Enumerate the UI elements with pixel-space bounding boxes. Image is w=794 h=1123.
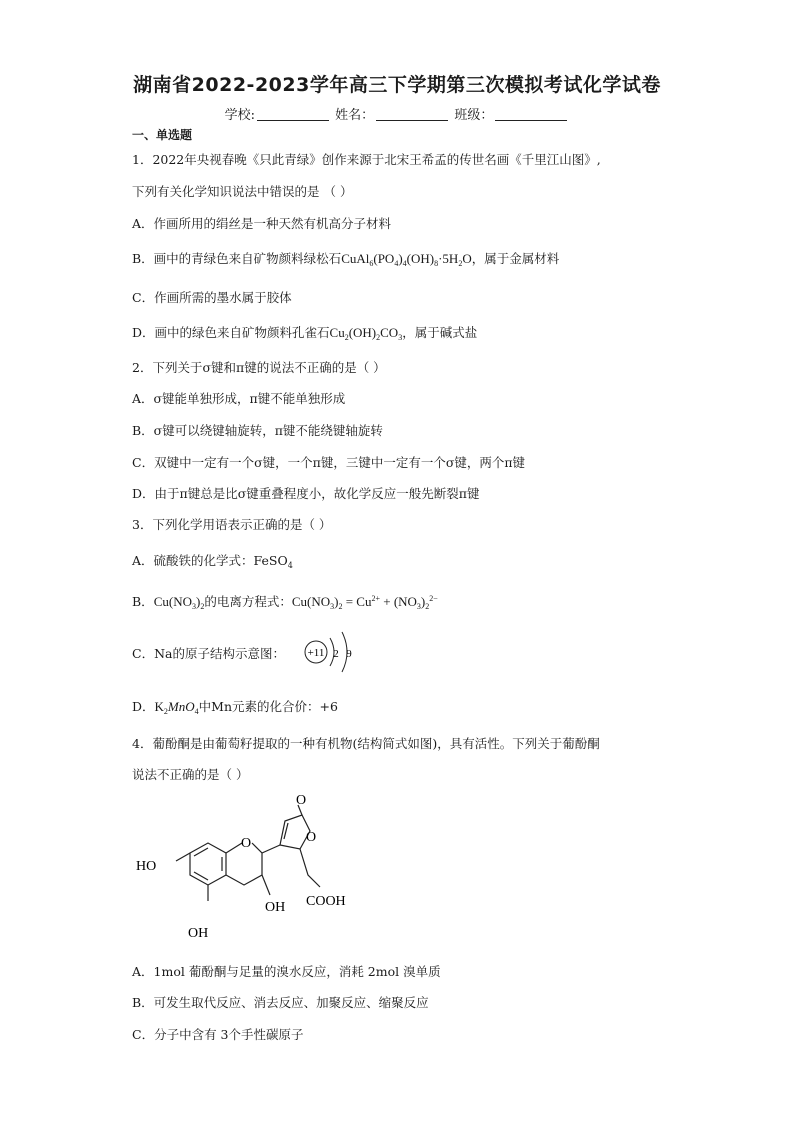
q3-option-d-label: D． [132,699,155,714]
q2-stem: 2．下列关于σ键和π键的说法不正确的是（ ） [132,360,386,375]
na-shell1-electrons: 2 [333,648,339,660]
na-shell2-electrons: 9 [346,648,352,660]
school-blank[interactable] [257,108,329,121]
pyran-o-label: O [241,836,252,851]
q3-option-d [132,697,338,716]
exam-title: 湖南省2022-2023学年高三下学期第三次模拟考试化学试卷 [133,74,661,96]
q1-option-b-text: B．画中的青绿色来自矿物颜料绿松石 [132,251,342,266]
q1-option-a: A．作画所用的绢丝是一种天然有机高分子材料 [132,216,392,231]
ho-left-label: HO [136,859,157,874]
name-blank[interactable] [376,108,448,121]
q2-option-d: D．由于π键总是比σ键重叠程度小，故化学反应一般先断裂π键 [132,486,480,501]
q3-option-c [132,644,285,662]
q1-option-c: C．作画所需的墨水属于胶体 [132,290,292,305]
q1-option-b-formula: $CuAl_6(PO_4)_4(OH)_8\cdot 5H_2O$ [341,251,472,268]
q4-stem-line2: 说法不正确的是（ ） [132,767,249,782]
q1-stem-line2: 下列有关化学知识说法中错误的是 （ ） [132,184,353,199]
q1-option-d-formula: $Cu_2(OH)_2CO_3$ [329,325,403,342]
q2-option-b: B．σ键可以绕键轴旋转，π键不能绕键轴旋转 [132,423,383,438]
q4-option-b: B．可发生取代反应、消去反应、加聚反应、缩聚反应 [132,995,429,1010]
q3-option-d-text: 中Mn元素的化合价：+6 [198,699,338,714]
section-heading: 一、单选题 [132,128,193,142]
class-label: 班级： [454,108,494,123]
q3-option-a-text: A．硫酸铁的化学式：FeSO [132,553,288,568]
q3-option-b-text: 的电离方程式： [204,594,292,609]
q3-stem: 3．下列化学用语表示正确的是（ ） [132,517,332,532]
q1-option-b-tail: ，属于金属材料 [471,251,560,266]
q3-option-d-formula: $K_2MnO_4$ [154,699,199,716]
q1-option-b [132,249,559,268]
q3-option-b-label: B． [132,594,154,609]
q3-option-b [132,592,438,611]
cooh-label: COOH [306,894,346,909]
q3-option-a: A．硫酸铁的化学式：FeSO$_4$ [132,553,293,570]
q2-option-a: A．σ键能单独形成，π键不能单独形成 [132,391,346,406]
na-atom-structure-diagram [300,628,360,674]
q3-option-b-equation: $Cu(NO_3)_2 = Cu^{2+} + (NO_3)_2^{2-}$ [291,594,438,611]
name-label: 姓名： [335,108,375,123]
grape-phenolone-structure [130,795,390,950]
furanone-o-label: O [306,830,317,845]
q1-option-d-tail: ，属于碱式盐 [402,325,478,340]
q1-stem-line1: 1．2022年央视春晚《只此青绿》创作来源于北宋王希孟的传世名画《千里江山图》, [132,152,601,167]
school-label: 学校: [224,108,256,123]
q1-option-d [132,323,477,342]
q4-option-a: A．1mol 葡酚酮与足量的溴水反应，消耗 2mol 溴单质 [132,964,441,979]
class-blank[interactable] [495,108,567,121]
q1-option-d-text: D．画中的绿色来自矿物颜料孔雀石 [132,325,330,340]
na-nucleus-label: +11 [307,647,325,659]
q4-option-c: C．分子中含有 3个手性碳原子 [132,1027,304,1042]
oh-bottom-label: OH [188,926,209,941]
q3-option-c-text: C．Na的原子结构示意图： [132,646,285,661]
oh-mid-label: OH [265,900,286,915]
q2-option-c: C．双键中一定有一个σ键，一个π键，三键中一定有一个σ键，两个π键 [132,455,526,470]
q4-stem-line1: 4．葡酚酮是由葡萄籽提取的一种有机物(结构简式如图)，具有活性。下列关于葡酚酮 [132,736,600,751]
q3-option-b-formula: $Cu(NO_3)_2$ [153,594,205,611]
carbonyl-o-label: O [296,795,307,808]
student-info-line [0,104,794,123]
